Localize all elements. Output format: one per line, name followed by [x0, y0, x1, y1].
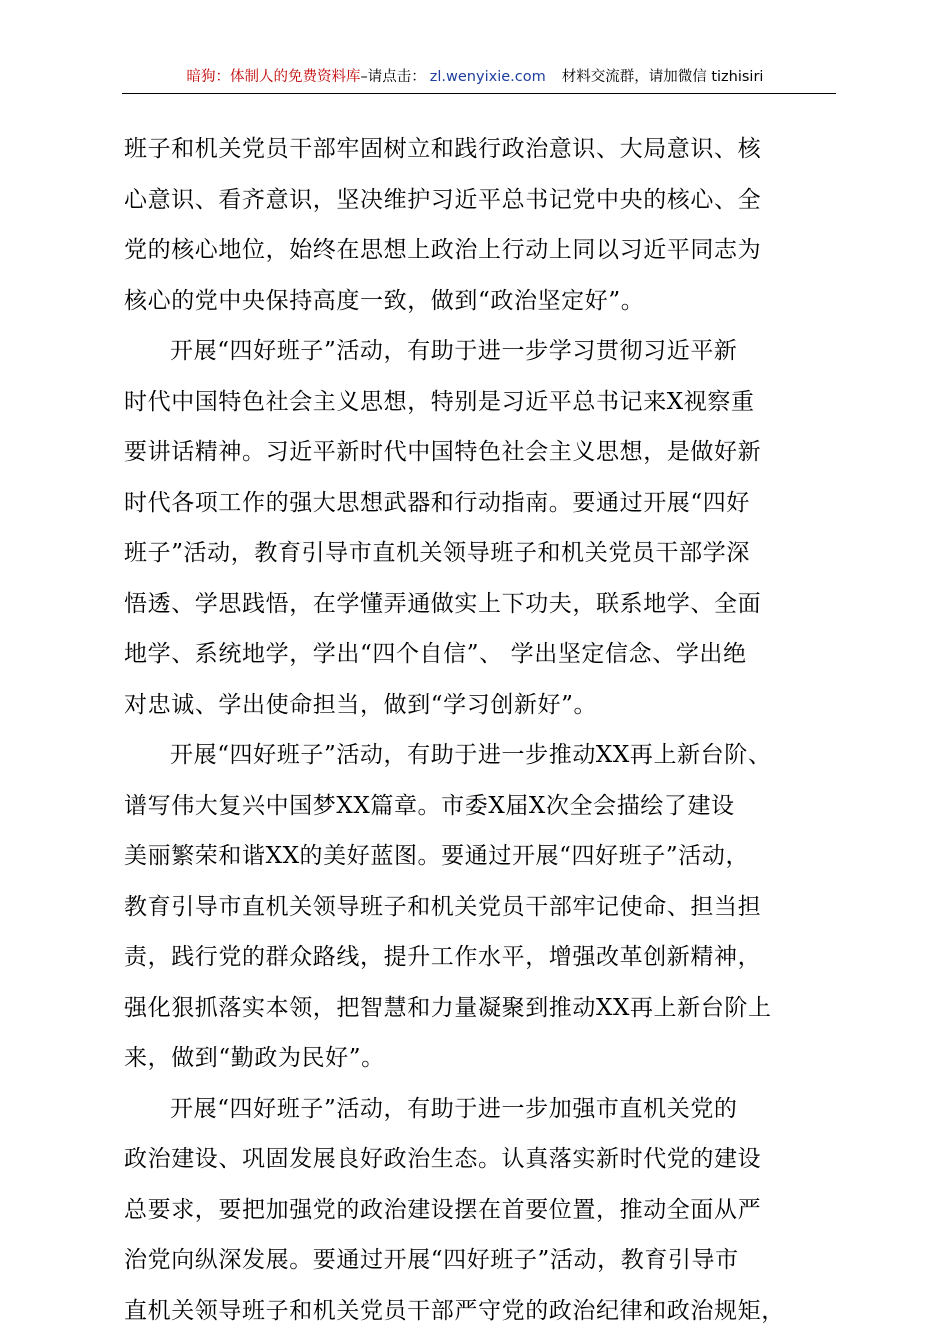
text-line: 直机关领导班子和机关党员干部严守党的政治纪律和政治规矩， — [124, 1297, 785, 1324]
header-url-link[interactable]: zl.wenyixie.com — [429, 69, 546, 85]
header-divider — [122, 93, 836, 94]
text-line: 对忠诚、学出使命担当，做到“学习创新好”。 — [124, 691, 598, 718]
text-line: 教育引导市直机关领导班子和机关党员干部牢记使命、担当担 — [124, 893, 762, 920]
text-line: 党的核心地位，始终在思想上政治上行动上同以习近平同志为 — [124, 237, 762, 263]
text-line: 要讲话精神。习近平新时代中国特色社会主义思想，是做好新 — [124, 439, 762, 465]
text-line: 核心的党中央保持高度一致，做到“政治坚定好”。 — [124, 287, 645, 314]
text-line: 美丽繁荣和谐XX的美好蓝图。要通过开展“四好班子”活动， — [124, 843, 750, 869]
paragraph-start-line: 开展“四好班子”活动，有助于进一步推动XX再上新台阶、 — [170, 742, 772, 768]
paragraph-start-line: 开展“四好班子”活动，有助于进一步学习贯彻习近平新 — [170, 338, 738, 364]
text-line: 谱写伟大复兴中国梦XX篇章。市委X届X次全会描绘了建设 — [124, 792, 735, 819]
text-line: 来，做到“勤政为民好”。 — [124, 1045, 385, 1071]
document-body — [124, 124, 832, 1336]
text-line: 责，践行党的群众路线，提升工作水平，增强改革创新精神， — [124, 944, 762, 970]
text-line: 心意识、看齐意识，坚决维护习近平总书记党中央的核心、全 — [124, 186, 762, 213]
text-line: 地学、系统地学，学出“四个自信”、 学出坚定信念、学出绝 — [124, 641, 747, 667]
header-click-prompt: –请点击： — [360, 69, 426, 85]
paragraph-start-line: 开展“四好班子”活动，有助于进一步加强市直机关党的 — [170, 1095, 738, 1122]
text-line: 班子和机关党员干部牢固树立和践行政治意识、大局意识、核 — [124, 136, 762, 162]
text-line: 强化狠抓落实本领，把智慧和力量凝聚到推动XX再上新台阶上 — [124, 994, 772, 1021]
text-line: 时代各项工作的强大思想武器和行动指南。要通过开展“四好 — [124, 489, 750, 516]
text-line: 悟透、学思践悟，在学懂弄通做实上下功夫，联系地学、全面 — [124, 590, 762, 617]
text-line: 总要求，要把加强党的政治建设摆在首要位置，推动全面从严 — [124, 1196, 762, 1223]
header-contact: 材料交流群，请加微信 tizhisiri — [561, 69, 764, 85]
text-line: 班子”活动，教育引导市直机关领导班子和机关党员干部学深 — [124, 540, 750, 566]
text-line: 治党向纵深发展。要通过开展“四好班子”活动，教育引导市 — [124, 1247, 739, 1273]
page-header — [0, 67, 950, 87]
text-line: 时代中国特色社会主义思想，特别是习近平总书记来X视察重 — [124, 388, 755, 415]
text-line: 政治建设、巩固发展良好政治生态。认真落实新时代党的建设 — [124, 1146, 762, 1172]
header-brand: 暗狗：体制人的免费资料库 — [186, 69, 361, 85]
